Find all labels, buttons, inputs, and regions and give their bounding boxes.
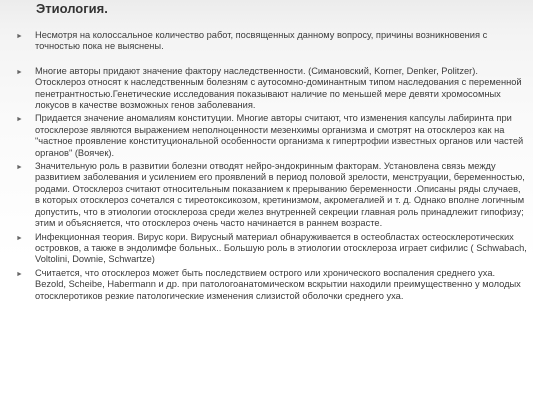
bullet-list [16,30,528,304]
list-item-text: Несмотря на колоссальное количество работ, посвященных данному вопросу, причины возникновения с точностью пока не выяснены. [35,30,488,52]
bullet-arrow-icon: ► [16,68,23,76]
bullet-arrow-icon: ► [16,270,23,278]
bullet-arrow-icon: ► [16,33,23,40]
bullet-arrow-icon: ► [16,116,23,124]
bullet-arrow-icon: ► [16,234,23,242]
list-item-text: Считается, что отосклероз может быть последствием острого или хронического воспаления среднего уха. Bezold, Scheibe, Habermann и др. при патологоанатомическом вскрытии находили преимущественно у молодых отосклеротиков резкие патологические изменения слизистой оболочки среднего уха. [35,267,521,301]
bullet-arrow-icon: ► [16,164,23,172]
list-item-text: Многие авторы придают значение фактору наследственности. (Симановский, Korner, Denker, Politzer). Отосклероз относят к наследственным болезням с аутосомно-доминантным типом наследования с переменной пенетрантностью.Генетические исследования показывают наличие по меньшей мере девяти хромосомных локусов в качестве возможных генов заболевания. [35,65,522,111]
list-item [16,113,528,159]
list-item [16,232,528,266]
slide-title: Этиология. [36,1,108,16]
list-item-text: Инфекционная теория. Вирус кори. Вирусный материал обнаруживается в остеобластах остеосклеротических островков, а также в эндолимфе больных.. Большую роль в этиологии отосклероза играет сифилис ( Schwabach, Voltolini, Downie, Schwartze) [35,231,527,265]
list-item-text: Придается значение аномалиям конституции. Многие авторы считают, что изменения капсулы лабиринта при отосклерозе являются выражением неполноценности мезенхимы организма и смотрят на отосклероз как на "частное проявление конституциональной особенности организма к гипертрофии известных органов или частей органов" (Воячек). [35,113,524,158]
list-item [16,268,528,302]
list-item [16,66,528,112]
list-item [16,161,528,229]
list-item-text: Значительную роль в развитии болезни отводят нейро-эндокринным факторам. Установлена связь между развитием заболевания и усилением его проявлений в период половой зрелости, менструации, беременностью, родами. Отосклероз считают относительным показанием к прерыванию беременности .Описаны ряды случаев, в которых отосклероз сочетался с тиреотоксикозом, кретинизмом, акромегалией и т. д. Однако вполне логичным допустить, что в этиологии отосклероза среди желез внутренней секреции главная роль принадлежит гипофизу; этим и объясняется, что отосклероз очень часто начинается в раннем возрасте. [35,161,525,229]
list-item [16,30,528,53]
